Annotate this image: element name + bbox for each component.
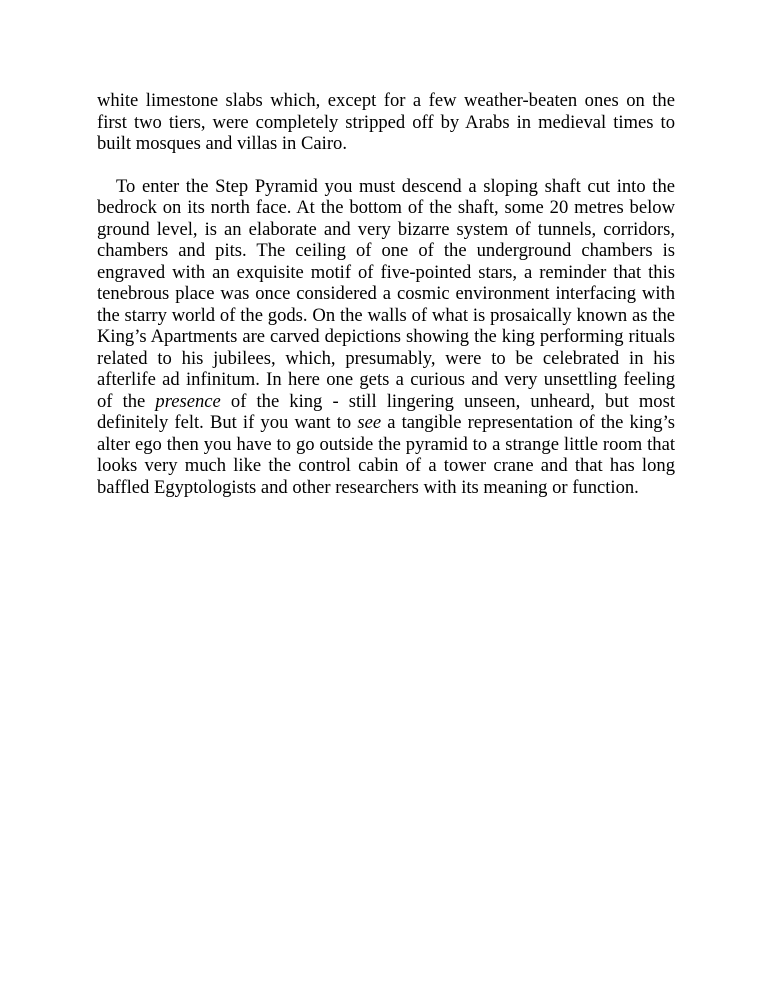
paragraph-text: white limestone slabs which, except for a few weather-beaten ones on the first two tiers, were completely stripped off by Arabs in medieval times to built mosques and villas in Cairo.	[97, 90, 675, 154]
emphasis-presence: presence	[155, 390, 221, 412]
paragraph-text-part-3: a tangible representation of the king’s alter ego then you have to go outside the pyramid to a strange little room that looks very much like the control cabin of a tower crane and that has long baffled Egyptologists and other researchers with its meaning or function.	[97, 412, 675, 498]
emphasis-see: see	[357, 412, 382, 433]
document-page	[97, 90, 675, 498]
paragraph-text-part-2: of the king - still lingering unseen, unheard, but most definitely felt. But if you want to	[97, 390, 675, 433]
paragraph-step-pyramid	[97, 176, 675, 499]
paragraph-limestone-slabs	[97, 90, 675, 155]
paragraph-text-part-1: To enter the Step Pyramid you must descend a sloping shaft cut into the bedrock on its north face. At the bottom of the shaft, some 20 metres below ground level, is an elaborate and very bizarre system of tunnels, corridors, chambers and pits. The ceiling of one of the underground chambers is engraved with an exquisite motif of five-pointed stars, a reminder that this tenebrous place was once considered a cosmic environment interfacing with the starry world of the gods. On the walls of what is prosaically known as the King’s Apartments are carved depictions showing the king performing rituals related to his jubilees, which, presumably, were to be celebrated in his afterlife ad infinitum. In here one gets a curious and very unsettling feeling of the	[97, 175, 675, 412]
